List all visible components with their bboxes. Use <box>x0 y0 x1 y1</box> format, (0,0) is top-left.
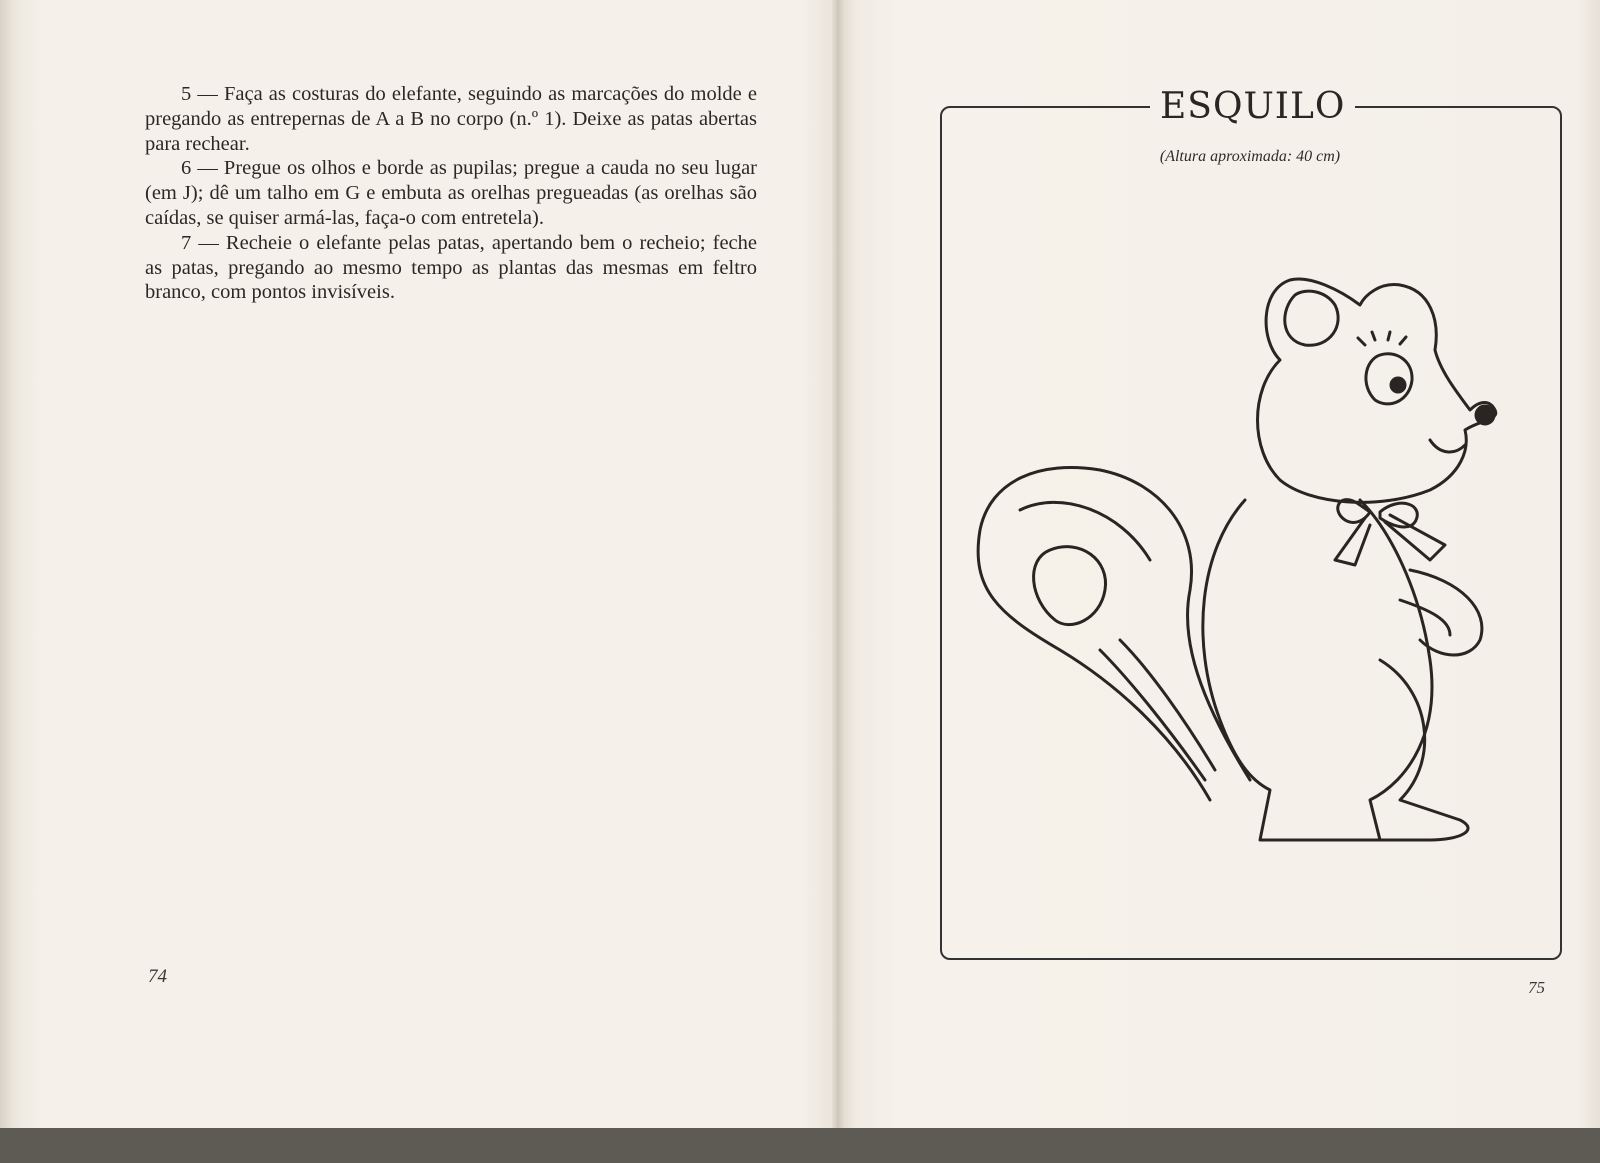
instruction-paragraph-7: 7 — Recheie o elefante pelas patas, apertando bem o recheio; feche as patas, pregando ao mesmo tempo as plantas das mesmas em feltro branco, com pontos invisíveis. <box>145 231 757 304</box>
instruction-paragraph-5: 5 — Faça as costuras do elefante, seguindo as marcações do molde e pregando as entrepernas de A a B no corpo (n.º 1). Deixe as patas abertas para rechear. <box>145 83 757 155</box>
page-title: ESQUILO <box>1160 86 1346 127</box>
instruction-paragraph-6: 6 — Pregue os olhos e borde as pupilas; pregue a cauda no seu lugar (em J); dê um talho em G e embuta as orelhas pregueadas (as orelhas são caídas, se quiser armá-las, faça-o com entretela). <box>145 157 757 229</box>
squirrel-icon <box>960 260 1520 885</box>
instructions-text <box>145 82 757 305</box>
page-number-right: 75 <box>1528 978 1545 997</box>
title-container <box>1150 86 1355 127</box>
book-gutter <box>832 0 844 1128</box>
scanner-background <box>0 1128 1600 1163</box>
page-number-left: 74 <box>148 966 167 987</box>
height-note: (Altura aproximada: 40 cm) <box>1159 148 1341 165</box>
